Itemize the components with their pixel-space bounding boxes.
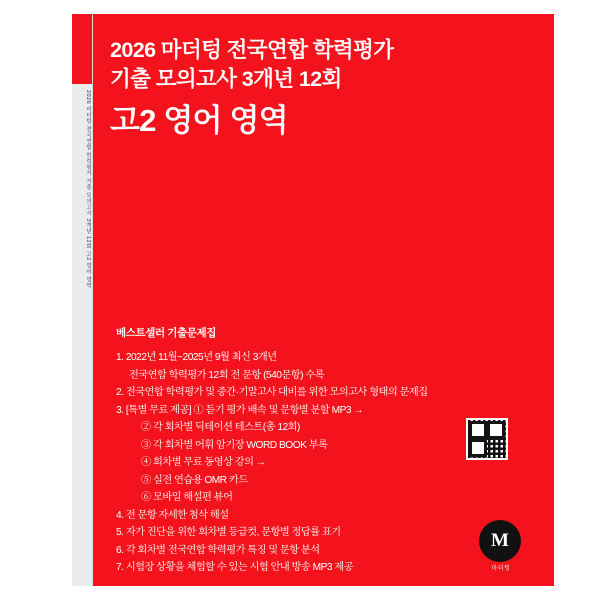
feature-list-heading: 베스트셀러 기출문제집 [116, 327, 216, 339]
list-item: 6. 각 회차별 전국연합 학력평가 특징 및 문항 분석 [116, 544, 320, 556]
qr-code-pattern [468, 420, 506, 458]
list-item: 5. 자가 진단을 위한 회차별 등급컷, 문항별 정답률 표기 [116, 527, 341, 538]
list-item: 3. [특별 무료 제공] ① 듣기 평가 배속 및 문항별 분할 MP3 → [116, 404, 364, 416]
qr-eye-bottom-left [469, 439, 487, 457]
list-item: 1. 2022년 11월~2025년 9월 최신 3개년 [116, 352, 277, 363]
title-block [110, 36, 530, 142]
qr-code-icon[interactable] [466, 418, 508, 460]
title-line-2: 기출 모의고사 3개년 12회 [110, 67, 342, 91]
list-item: 전국연합 학력평가 12회 전 문항 (540문항) 수록 [129, 369, 325, 381]
list-item: ② 각 회차별 딕테이션 테스트(총 12회) [141, 422, 300, 433]
list-item: ③ 각 회차별 어휘 암기장 WORD BOOK 부록 [141, 439, 328, 451]
page-title: 고2 영어 영역 [110, 103, 288, 138]
list-item: 2. 전국연합 학력평가 및 중간·기말고사 대비를 위한 모의고사 형태의 문제집 [116, 387, 428, 398]
list-item: 7. 시험장 상황을 체험할 수 있는 시험 안내 방송 MP3 제공 [116, 562, 354, 573]
spine-accent-block [72, 14, 92, 84]
qr-eye-top-left [469, 421, 487, 439]
list-item: 4. 전 문항 자세한 첨삭 해설 [116, 509, 229, 521]
qr-eye-top-right [487, 421, 505, 439]
list-item: ⑤ 실전 연습용 OMR 카드 [141, 474, 248, 486]
spine-title-text: 2026 마더텅 전국연합 학력평가 기출 모의고사 3개년 12회 고2 영어 영역 [85, 90, 91, 289]
title-line-1: 2026 마더텅 전국연합 학력평가 [110, 38, 394, 62]
list-item: ④ 회차별 무료 동영상 강의 → [141, 457, 266, 468]
list-item: ⑥ 모바일 해설편 뷰어 [141, 492, 233, 503]
publisher-label: 마더텅 [491, 566, 511, 572]
publisher-mark-icon: M [479, 520, 521, 562]
